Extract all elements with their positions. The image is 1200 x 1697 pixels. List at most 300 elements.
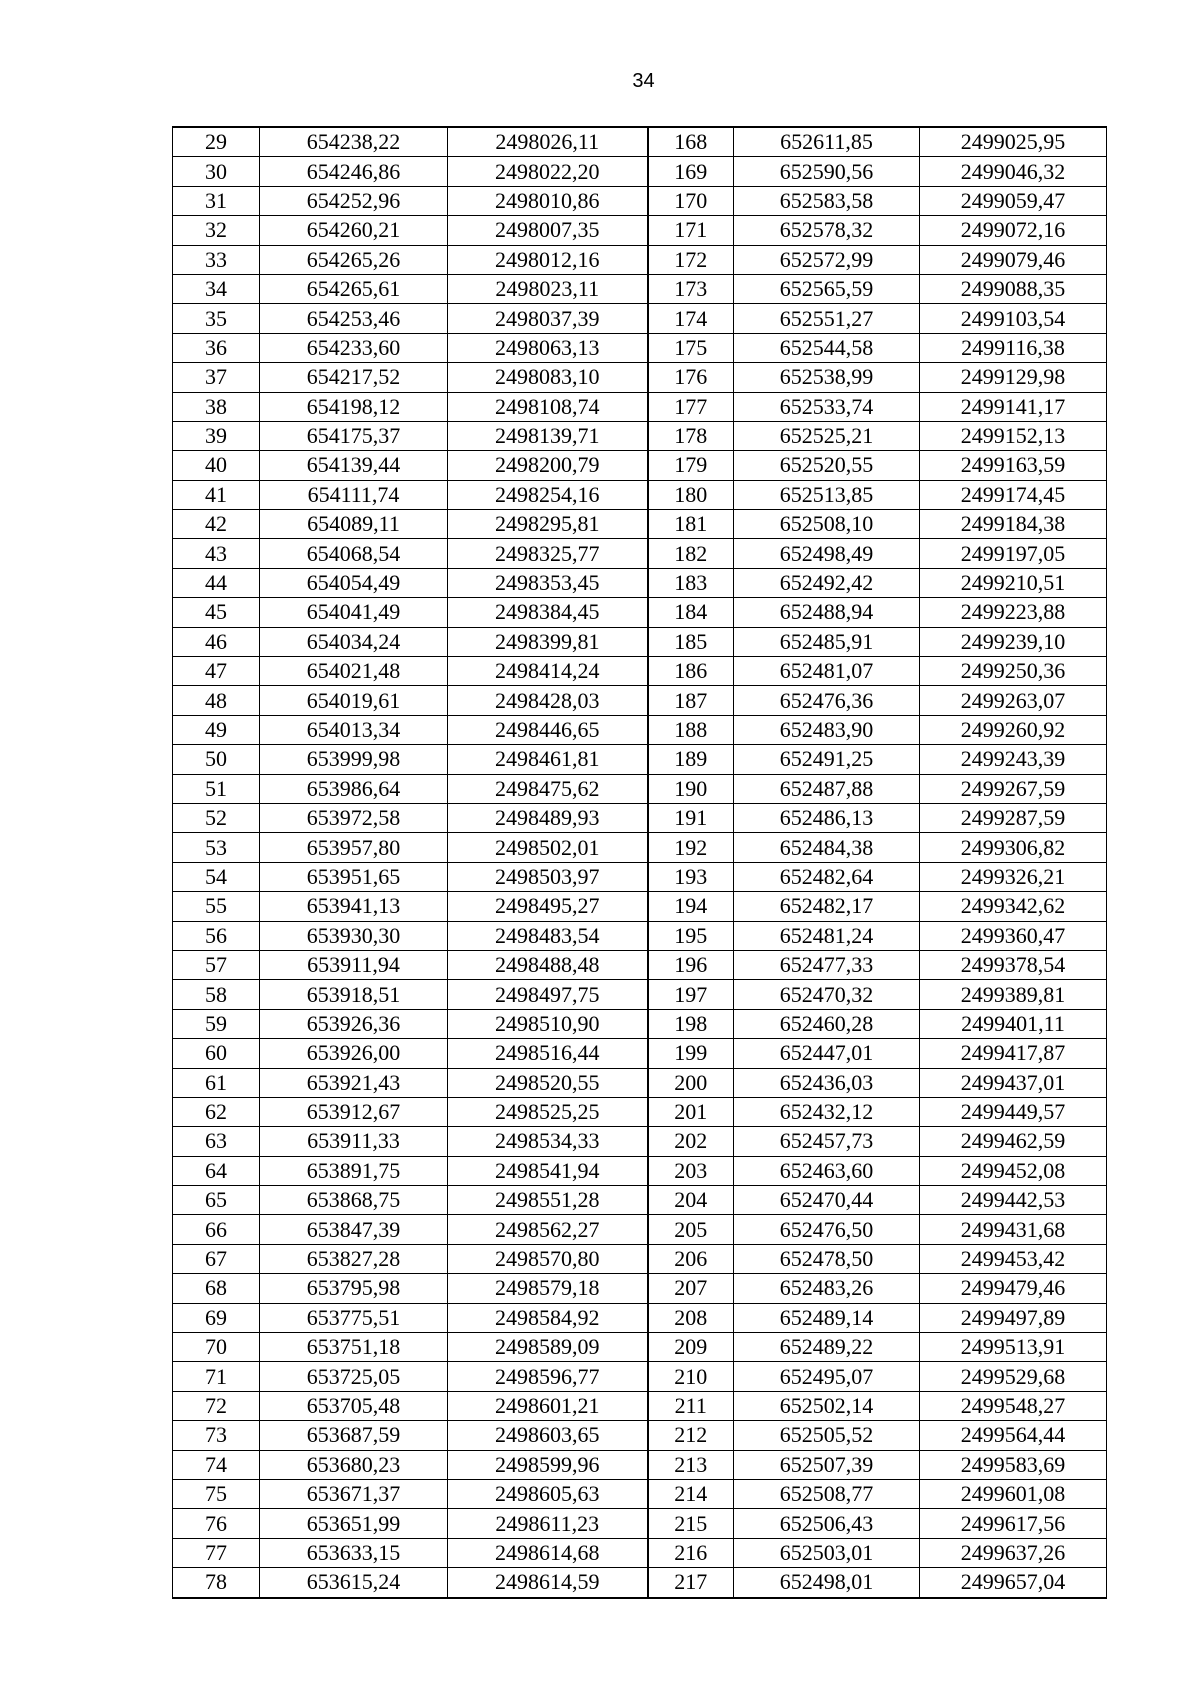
x-coordinate-cell: 653911,33 <box>260 1127 448 1156</box>
table-row <box>173 451 1107 480</box>
x-coordinate-cell: 652460,28 <box>734 1009 920 1038</box>
y-coordinate-cell: 2498007,35 <box>448 216 648 245</box>
y-coordinate-cell: 2498200,79 <box>448 451 648 480</box>
y-coordinate-cell: 2499479,46 <box>920 1274 1107 1303</box>
y-coordinate-cell: 2498083,10 <box>448 363 648 392</box>
point-number-cell: 194 <box>648 892 734 921</box>
y-coordinate-cell: 2499174,45 <box>920 480 1107 509</box>
point-number-cell: 206 <box>648 1244 734 1273</box>
x-coordinate-cell: 652482,17 <box>734 892 920 921</box>
point-number-cell: 64 <box>173 1156 260 1185</box>
point-number-cell: 184 <box>648 598 734 627</box>
y-coordinate-cell: 2499088,35 <box>920 274 1107 303</box>
point-number-cell: 180 <box>648 480 734 509</box>
x-coordinate-cell: 652476,50 <box>734 1215 920 1244</box>
table-row <box>173 1303 1107 1332</box>
x-coordinate-cell: 653986,64 <box>260 774 448 803</box>
x-coordinate-cell: 653918,51 <box>260 980 448 1009</box>
y-coordinate-cell: 2499072,16 <box>920 216 1107 245</box>
point-number-cell: 45 <box>173 598 260 627</box>
y-coordinate-cell: 2499197,05 <box>920 539 1107 568</box>
y-coordinate-cell: 2499401,11 <box>920 1009 1107 1038</box>
point-number-cell: 52 <box>173 803 260 832</box>
table-row <box>173 1509 1107 1538</box>
y-coordinate-cell: 2498353,45 <box>448 568 648 597</box>
point-number-cell: 192 <box>648 833 734 862</box>
y-coordinate-cell: 2498063,13 <box>448 333 648 362</box>
y-coordinate-cell: 2499326,21 <box>920 862 1107 891</box>
y-coordinate-cell: 2499163,59 <box>920 451 1107 480</box>
table-row <box>173 1274 1107 1303</box>
point-number-cell: 204 <box>648 1186 734 1215</box>
y-coordinate-cell: 2498525,25 <box>448 1097 648 1126</box>
y-coordinate-cell: 2498601,21 <box>448 1391 648 1420</box>
table-row <box>173 980 1107 1009</box>
x-coordinate-cell: 652551,27 <box>734 304 920 333</box>
point-number-cell: 41 <box>173 480 260 509</box>
point-number-cell: 63 <box>173 1127 260 1156</box>
table-row <box>173 686 1107 715</box>
point-number-cell: 36 <box>173 333 260 362</box>
y-coordinate-cell: 2498488,48 <box>448 950 648 979</box>
y-coordinate-cell: 2498254,16 <box>448 480 648 509</box>
x-coordinate-cell: 652520,55 <box>734 451 920 480</box>
y-coordinate-cell: 2498541,94 <box>448 1156 648 1185</box>
x-coordinate-cell: 654021,48 <box>260 657 448 686</box>
x-coordinate-cell: 652503,01 <box>734 1538 920 1567</box>
x-coordinate-cell: 654253,46 <box>260 304 448 333</box>
y-coordinate-cell: 2498534,33 <box>448 1127 648 1156</box>
y-coordinate-cell: 2499431,68 <box>920 1215 1107 1244</box>
point-number-cell: 38 <box>173 392 260 421</box>
y-coordinate-cell: 2498022,20 <box>448 157 648 186</box>
point-number-cell: 182 <box>648 539 734 568</box>
point-number-cell: 199 <box>648 1039 734 1068</box>
y-coordinate-cell: 2499453,42 <box>920 1244 1107 1273</box>
point-number-cell: 169 <box>648 157 734 186</box>
table-row <box>173 1450 1107 1479</box>
x-coordinate-cell: 652481,24 <box>734 921 920 950</box>
y-coordinate-cell: 2499378,54 <box>920 950 1107 979</box>
x-coordinate-cell: 652477,33 <box>734 950 920 979</box>
point-number-cell: 43 <box>173 539 260 568</box>
y-coordinate-cell: 2499462,59 <box>920 1127 1107 1156</box>
point-number-cell: 171 <box>648 216 734 245</box>
table-row <box>173 421 1107 450</box>
point-number-cell: 209 <box>648 1333 734 1362</box>
x-coordinate-cell: 653930,30 <box>260 921 448 950</box>
x-coordinate-cell: 652447,01 <box>734 1039 920 1068</box>
table-row <box>173 833 1107 862</box>
point-number-cell: 71 <box>173 1362 260 1391</box>
y-coordinate-cell: 2498611,23 <box>448 1509 648 1538</box>
y-coordinate-cell: 2498570,80 <box>448 1244 648 1273</box>
x-coordinate-cell: 653972,58 <box>260 803 448 832</box>
y-coordinate-cell: 2498295,81 <box>448 510 648 539</box>
table-row <box>173 1039 1107 1068</box>
y-coordinate-cell: 2499141,17 <box>920 392 1107 421</box>
y-coordinate-cell: 2499617,56 <box>920 1509 1107 1538</box>
table-row <box>173 480 1107 509</box>
y-coordinate-cell: 2498108,74 <box>448 392 648 421</box>
table-row <box>173 892 1107 921</box>
y-coordinate-cell: 2498139,71 <box>448 421 648 450</box>
x-coordinate-cell: 653705,48 <box>260 1391 448 1420</box>
point-number-cell: 58 <box>173 980 260 1009</box>
point-number-cell: 187 <box>648 686 734 715</box>
y-coordinate-cell: 2499529,68 <box>920 1362 1107 1391</box>
table-row <box>173 568 1107 597</box>
x-coordinate-cell: 654111,74 <box>260 480 448 509</box>
x-coordinate-cell: 652483,26 <box>734 1274 920 1303</box>
y-coordinate-cell: 2498596,77 <box>448 1362 648 1391</box>
y-coordinate-cell: 2499360,47 <box>920 921 1107 950</box>
point-number-cell: 39 <box>173 421 260 450</box>
x-coordinate-cell: 654233,60 <box>260 333 448 362</box>
point-number-cell: 74 <box>173 1450 260 1479</box>
y-coordinate-cell: 2499184,38 <box>920 510 1107 539</box>
x-coordinate-cell: 652491,25 <box>734 745 920 774</box>
y-coordinate-cell: 2498605,63 <box>448 1479 648 1508</box>
x-coordinate-cell: 654246,86 <box>260 157 448 186</box>
y-coordinate-cell: 2499452,08 <box>920 1156 1107 1185</box>
point-number-cell: 196 <box>648 950 734 979</box>
y-coordinate-cell: 2499417,87 <box>920 1039 1107 1068</box>
x-coordinate-cell: 652508,77 <box>734 1479 920 1508</box>
x-coordinate-cell: 652498,49 <box>734 539 920 568</box>
y-coordinate-cell: 2498495,27 <box>448 892 648 921</box>
point-number-cell: 42 <box>173 510 260 539</box>
x-coordinate-cell: 652498,01 <box>734 1568 920 1598</box>
table-row <box>173 1568 1107 1598</box>
y-coordinate-cell: 2498562,27 <box>448 1215 648 1244</box>
point-number-cell: 54 <box>173 862 260 891</box>
x-coordinate-cell: 653868,75 <box>260 1186 448 1215</box>
y-coordinate-cell: 2498516,44 <box>448 1039 648 1068</box>
table-row <box>173 363 1107 392</box>
coordinates-table <box>172 126 1107 1599</box>
point-number-cell: 34 <box>173 274 260 303</box>
x-coordinate-cell: 652486,13 <box>734 803 920 832</box>
x-coordinate-cell: 653847,39 <box>260 1215 448 1244</box>
x-coordinate-cell: 652572,99 <box>734 245 920 274</box>
y-coordinate-cell: 2499548,27 <box>920 1391 1107 1420</box>
table-row <box>173 1215 1107 1244</box>
x-coordinate-cell: 654198,12 <box>260 392 448 421</box>
x-coordinate-cell: 652578,32 <box>734 216 920 245</box>
point-number-cell: 190 <box>648 774 734 803</box>
y-coordinate-cell: 2499267,59 <box>920 774 1107 803</box>
point-number-cell: 76 <box>173 1509 260 1538</box>
y-coordinate-cell: 2498489,93 <box>448 803 648 832</box>
y-coordinate-cell: 2499497,89 <box>920 1303 1107 1332</box>
table-row <box>173 1333 1107 1362</box>
y-coordinate-cell: 2498010,86 <box>448 186 648 215</box>
y-coordinate-cell: 2499116,38 <box>920 333 1107 362</box>
point-number-cell: 56 <box>173 921 260 950</box>
x-coordinate-cell: 653891,75 <box>260 1156 448 1185</box>
y-coordinate-cell: 2499306,82 <box>920 833 1107 862</box>
point-number-cell: 29 <box>173 127 260 157</box>
x-coordinate-cell: 652525,21 <box>734 421 920 450</box>
y-coordinate-cell: 2498483,54 <box>448 921 648 950</box>
x-coordinate-cell: 653827,28 <box>260 1244 448 1273</box>
x-coordinate-cell: 654265,61 <box>260 274 448 303</box>
x-coordinate-cell: 652507,39 <box>734 1450 920 1479</box>
x-coordinate-cell: 652483,90 <box>734 715 920 744</box>
table-row <box>173 1421 1107 1450</box>
point-number-cell: 213 <box>648 1450 734 1479</box>
x-coordinate-cell: 652470,32 <box>734 980 920 1009</box>
table-row <box>173 1097 1107 1126</box>
x-coordinate-cell: 654238,22 <box>260 127 448 157</box>
point-number-cell: 61 <box>173 1068 260 1097</box>
x-coordinate-cell: 652488,94 <box>734 598 920 627</box>
point-number-cell: 37 <box>173 363 260 392</box>
y-coordinate-cell: 2499243,39 <box>920 745 1107 774</box>
y-coordinate-cell: 2499342,62 <box>920 892 1107 921</box>
table-row <box>173 627 1107 656</box>
x-coordinate-cell: 653795,98 <box>260 1274 448 1303</box>
x-coordinate-cell: 652538,99 <box>734 363 920 392</box>
y-coordinate-cell: 2499657,04 <box>920 1568 1107 1598</box>
x-coordinate-cell: 653999,98 <box>260 745 448 774</box>
x-coordinate-cell: 652436,03 <box>734 1068 920 1097</box>
table-row <box>173 274 1107 303</box>
x-coordinate-cell: 653751,18 <box>260 1333 448 1362</box>
point-number-cell: 168 <box>648 127 734 157</box>
y-coordinate-cell: 2498497,75 <box>448 980 648 1009</box>
point-number-cell: 47 <box>173 657 260 686</box>
y-coordinate-cell: 2498614,68 <box>448 1538 648 1567</box>
point-number-cell: 77 <box>173 1538 260 1567</box>
point-number-cell: 193 <box>648 862 734 891</box>
x-coordinate-cell: 654175,37 <box>260 421 448 450</box>
point-number-cell: 185 <box>648 627 734 656</box>
point-number-cell: 30 <box>173 157 260 186</box>
point-number-cell: 197 <box>648 980 734 1009</box>
point-number-cell: 57 <box>173 950 260 979</box>
table-row <box>173 510 1107 539</box>
x-coordinate-cell: 652492,42 <box>734 568 920 597</box>
point-number-cell: 175 <box>648 333 734 362</box>
table-row <box>173 1009 1107 1038</box>
table-row <box>173 1244 1107 1273</box>
x-coordinate-cell: 654034,24 <box>260 627 448 656</box>
point-number-cell: 179 <box>648 451 734 480</box>
table-row <box>173 715 1107 744</box>
point-number-cell: 214 <box>648 1479 734 1508</box>
point-number-cell: 55 <box>173 892 260 921</box>
point-number-cell: 66 <box>173 1215 260 1244</box>
point-number-cell: 40 <box>173 451 260 480</box>
y-coordinate-cell: 2498446,65 <box>448 715 648 744</box>
table-row <box>173 333 1107 362</box>
y-coordinate-cell: 2499103,54 <box>920 304 1107 333</box>
point-number-cell: 49 <box>173 715 260 744</box>
point-number-cell: 186 <box>648 657 734 686</box>
x-coordinate-cell: 653633,15 <box>260 1538 448 1567</box>
x-coordinate-cell: 652476,36 <box>734 686 920 715</box>
x-coordinate-cell: 654041,49 <box>260 598 448 627</box>
x-coordinate-cell: 654265,26 <box>260 245 448 274</box>
x-coordinate-cell: 653651,99 <box>260 1509 448 1538</box>
y-coordinate-cell: 2499210,51 <box>920 568 1107 597</box>
x-coordinate-cell: 652432,12 <box>734 1097 920 1126</box>
point-number-cell: 216 <box>648 1538 734 1567</box>
point-number-cell: 32 <box>173 216 260 245</box>
point-number-cell: 215 <box>648 1509 734 1538</box>
y-coordinate-cell: 2499079,46 <box>920 245 1107 274</box>
x-coordinate-cell: 652487,88 <box>734 774 920 803</box>
point-number-cell: 178 <box>648 421 734 450</box>
y-coordinate-cell: 2498012,16 <box>448 245 648 274</box>
y-coordinate-cell: 2498520,55 <box>448 1068 648 1097</box>
x-coordinate-cell: 652590,56 <box>734 157 920 186</box>
x-coordinate-cell: 654260,21 <box>260 216 448 245</box>
table-row <box>173 1068 1107 1097</box>
point-number-cell: 48 <box>173 686 260 715</box>
y-coordinate-cell: 2498384,45 <box>448 598 648 627</box>
point-number-cell: 173 <box>648 274 734 303</box>
y-coordinate-cell: 2499513,91 <box>920 1333 1107 1362</box>
point-number-cell: 78 <box>173 1568 260 1598</box>
x-coordinate-cell: 653687,59 <box>260 1421 448 1450</box>
y-coordinate-cell: 2499046,32 <box>920 157 1107 186</box>
y-coordinate-cell: 2498037,39 <box>448 304 648 333</box>
table-row <box>173 1391 1107 1420</box>
x-coordinate-cell: 652506,43 <box>734 1509 920 1538</box>
table-row <box>173 1156 1107 1185</box>
x-coordinate-cell: 653680,23 <box>260 1450 448 1479</box>
y-coordinate-cell: 2499449,57 <box>920 1097 1107 1126</box>
table-row <box>173 186 1107 215</box>
point-number-cell: 198 <box>648 1009 734 1038</box>
point-number-cell: 60 <box>173 1039 260 1068</box>
y-coordinate-cell: 2498475,62 <box>448 774 648 803</box>
point-number-cell: 189 <box>648 745 734 774</box>
y-coordinate-cell: 2498502,01 <box>448 833 648 862</box>
y-coordinate-cell: 2499152,13 <box>920 421 1107 450</box>
y-coordinate-cell: 2499442,53 <box>920 1186 1107 1215</box>
y-coordinate-cell: 2499263,07 <box>920 686 1107 715</box>
table-row <box>173 1479 1107 1508</box>
point-number-cell: 51 <box>173 774 260 803</box>
x-coordinate-cell: 652470,44 <box>734 1186 920 1215</box>
y-coordinate-cell: 2498599,96 <box>448 1450 648 1479</box>
y-coordinate-cell: 2498589,09 <box>448 1333 648 1362</box>
y-coordinate-cell: 2498428,03 <box>448 686 648 715</box>
y-coordinate-cell: 2498584,92 <box>448 1303 648 1332</box>
x-coordinate-cell: 653926,36 <box>260 1009 448 1038</box>
x-coordinate-cell: 652513,85 <box>734 480 920 509</box>
point-number-cell: 72 <box>173 1391 260 1420</box>
point-number-cell: 208 <box>648 1303 734 1332</box>
x-coordinate-cell: 654139,44 <box>260 451 448 480</box>
y-coordinate-cell: 2499389,81 <box>920 980 1107 1009</box>
point-number-cell: 44 <box>173 568 260 597</box>
x-coordinate-cell: 652478,50 <box>734 1244 920 1273</box>
point-number-cell: 181 <box>648 510 734 539</box>
x-coordinate-cell: 652457,73 <box>734 1127 920 1156</box>
y-coordinate-cell: 2499239,10 <box>920 627 1107 656</box>
x-coordinate-cell: 652481,07 <box>734 657 920 686</box>
y-coordinate-cell: 2498026,11 <box>448 127 648 157</box>
y-coordinate-cell: 2499250,36 <box>920 657 1107 686</box>
x-coordinate-cell: 654019,61 <box>260 686 448 715</box>
point-number-cell: 70 <box>173 1333 260 1362</box>
table-row <box>173 774 1107 803</box>
x-coordinate-cell: 654054,49 <box>260 568 448 597</box>
y-coordinate-cell: 2498414,24 <box>448 657 648 686</box>
point-number-cell: 31 <box>173 186 260 215</box>
x-coordinate-cell: 652489,14 <box>734 1303 920 1332</box>
x-coordinate-cell: 652482,64 <box>734 862 920 891</box>
table-row <box>173 1186 1107 1215</box>
table-row <box>173 216 1107 245</box>
table-row <box>173 862 1107 891</box>
x-coordinate-cell: 654252,96 <box>260 186 448 215</box>
x-coordinate-cell: 652505,52 <box>734 1421 920 1450</box>
x-coordinate-cell: 652463,60 <box>734 1156 920 1185</box>
y-coordinate-cell: 2499025,95 <box>920 127 1107 157</box>
x-coordinate-cell: 653671,37 <box>260 1479 448 1508</box>
point-number-cell: 205 <box>648 1215 734 1244</box>
point-number-cell: 174 <box>648 304 734 333</box>
y-coordinate-cell: 2498603,65 <box>448 1421 648 1450</box>
y-coordinate-cell: 2499059,47 <box>920 186 1107 215</box>
table-row <box>173 921 1107 950</box>
point-number-cell: 200 <box>648 1068 734 1097</box>
table-row <box>173 745 1107 774</box>
point-number-cell: 69 <box>173 1303 260 1332</box>
point-number-cell: 176 <box>648 363 734 392</box>
x-coordinate-cell: 652489,22 <box>734 1333 920 1362</box>
point-number-cell: 53 <box>173 833 260 862</box>
x-coordinate-cell: 654068,54 <box>260 539 448 568</box>
table-row <box>173 392 1107 421</box>
x-coordinate-cell: 653775,51 <box>260 1303 448 1332</box>
point-number-cell: 211 <box>648 1391 734 1420</box>
x-coordinate-cell: 653957,80 <box>260 833 448 862</box>
x-coordinate-cell: 652495,07 <box>734 1362 920 1391</box>
x-coordinate-cell: 652502,14 <box>734 1391 920 1420</box>
table-row <box>173 157 1107 186</box>
point-number-cell: 203 <box>648 1156 734 1185</box>
table-row <box>173 657 1107 686</box>
y-coordinate-cell: 2499260,92 <box>920 715 1107 744</box>
x-coordinate-cell: 652485,91 <box>734 627 920 656</box>
x-coordinate-cell: 654217,52 <box>260 363 448 392</box>
y-coordinate-cell: 2499223,88 <box>920 598 1107 627</box>
y-coordinate-cell: 2498503,97 <box>448 862 648 891</box>
point-number-cell: 195 <box>648 921 734 950</box>
point-number-cell: 212 <box>648 1421 734 1450</box>
point-number-cell: 65 <box>173 1186 260 1215</box>
y-coordinate-cell: 2498023,11 <box>448 274 648 303</box>
x-coordinate-cell: 653725,05 <box>260 1362 448 1391</box>
y-coordinate-cell: 2498614,59 <box>448 1568 648 1598</box>
y-coordinate-cell: 2499601,08 <box>920 1479 1107 1508</box>
point-number-cell: 59 <box>173 1009 260 1038</box>
y-coordinate-cell: 2499287,59 <box>920 803 1107 832</box>
x-coordinate-cell: 653941,13 <box>260 892 448 921</box>
point-number-cell: 188 <box>648 715 734 744</box>
x-coordinate-cell: 653615,24 <box>260 1568 448 1598</box>
point-number-cell: 170 <box>648 186 734 215</box>
table-row <box>173 245 1107 274</box>
point-number-cell: 75 <box>173 1479 260 1508</box>
